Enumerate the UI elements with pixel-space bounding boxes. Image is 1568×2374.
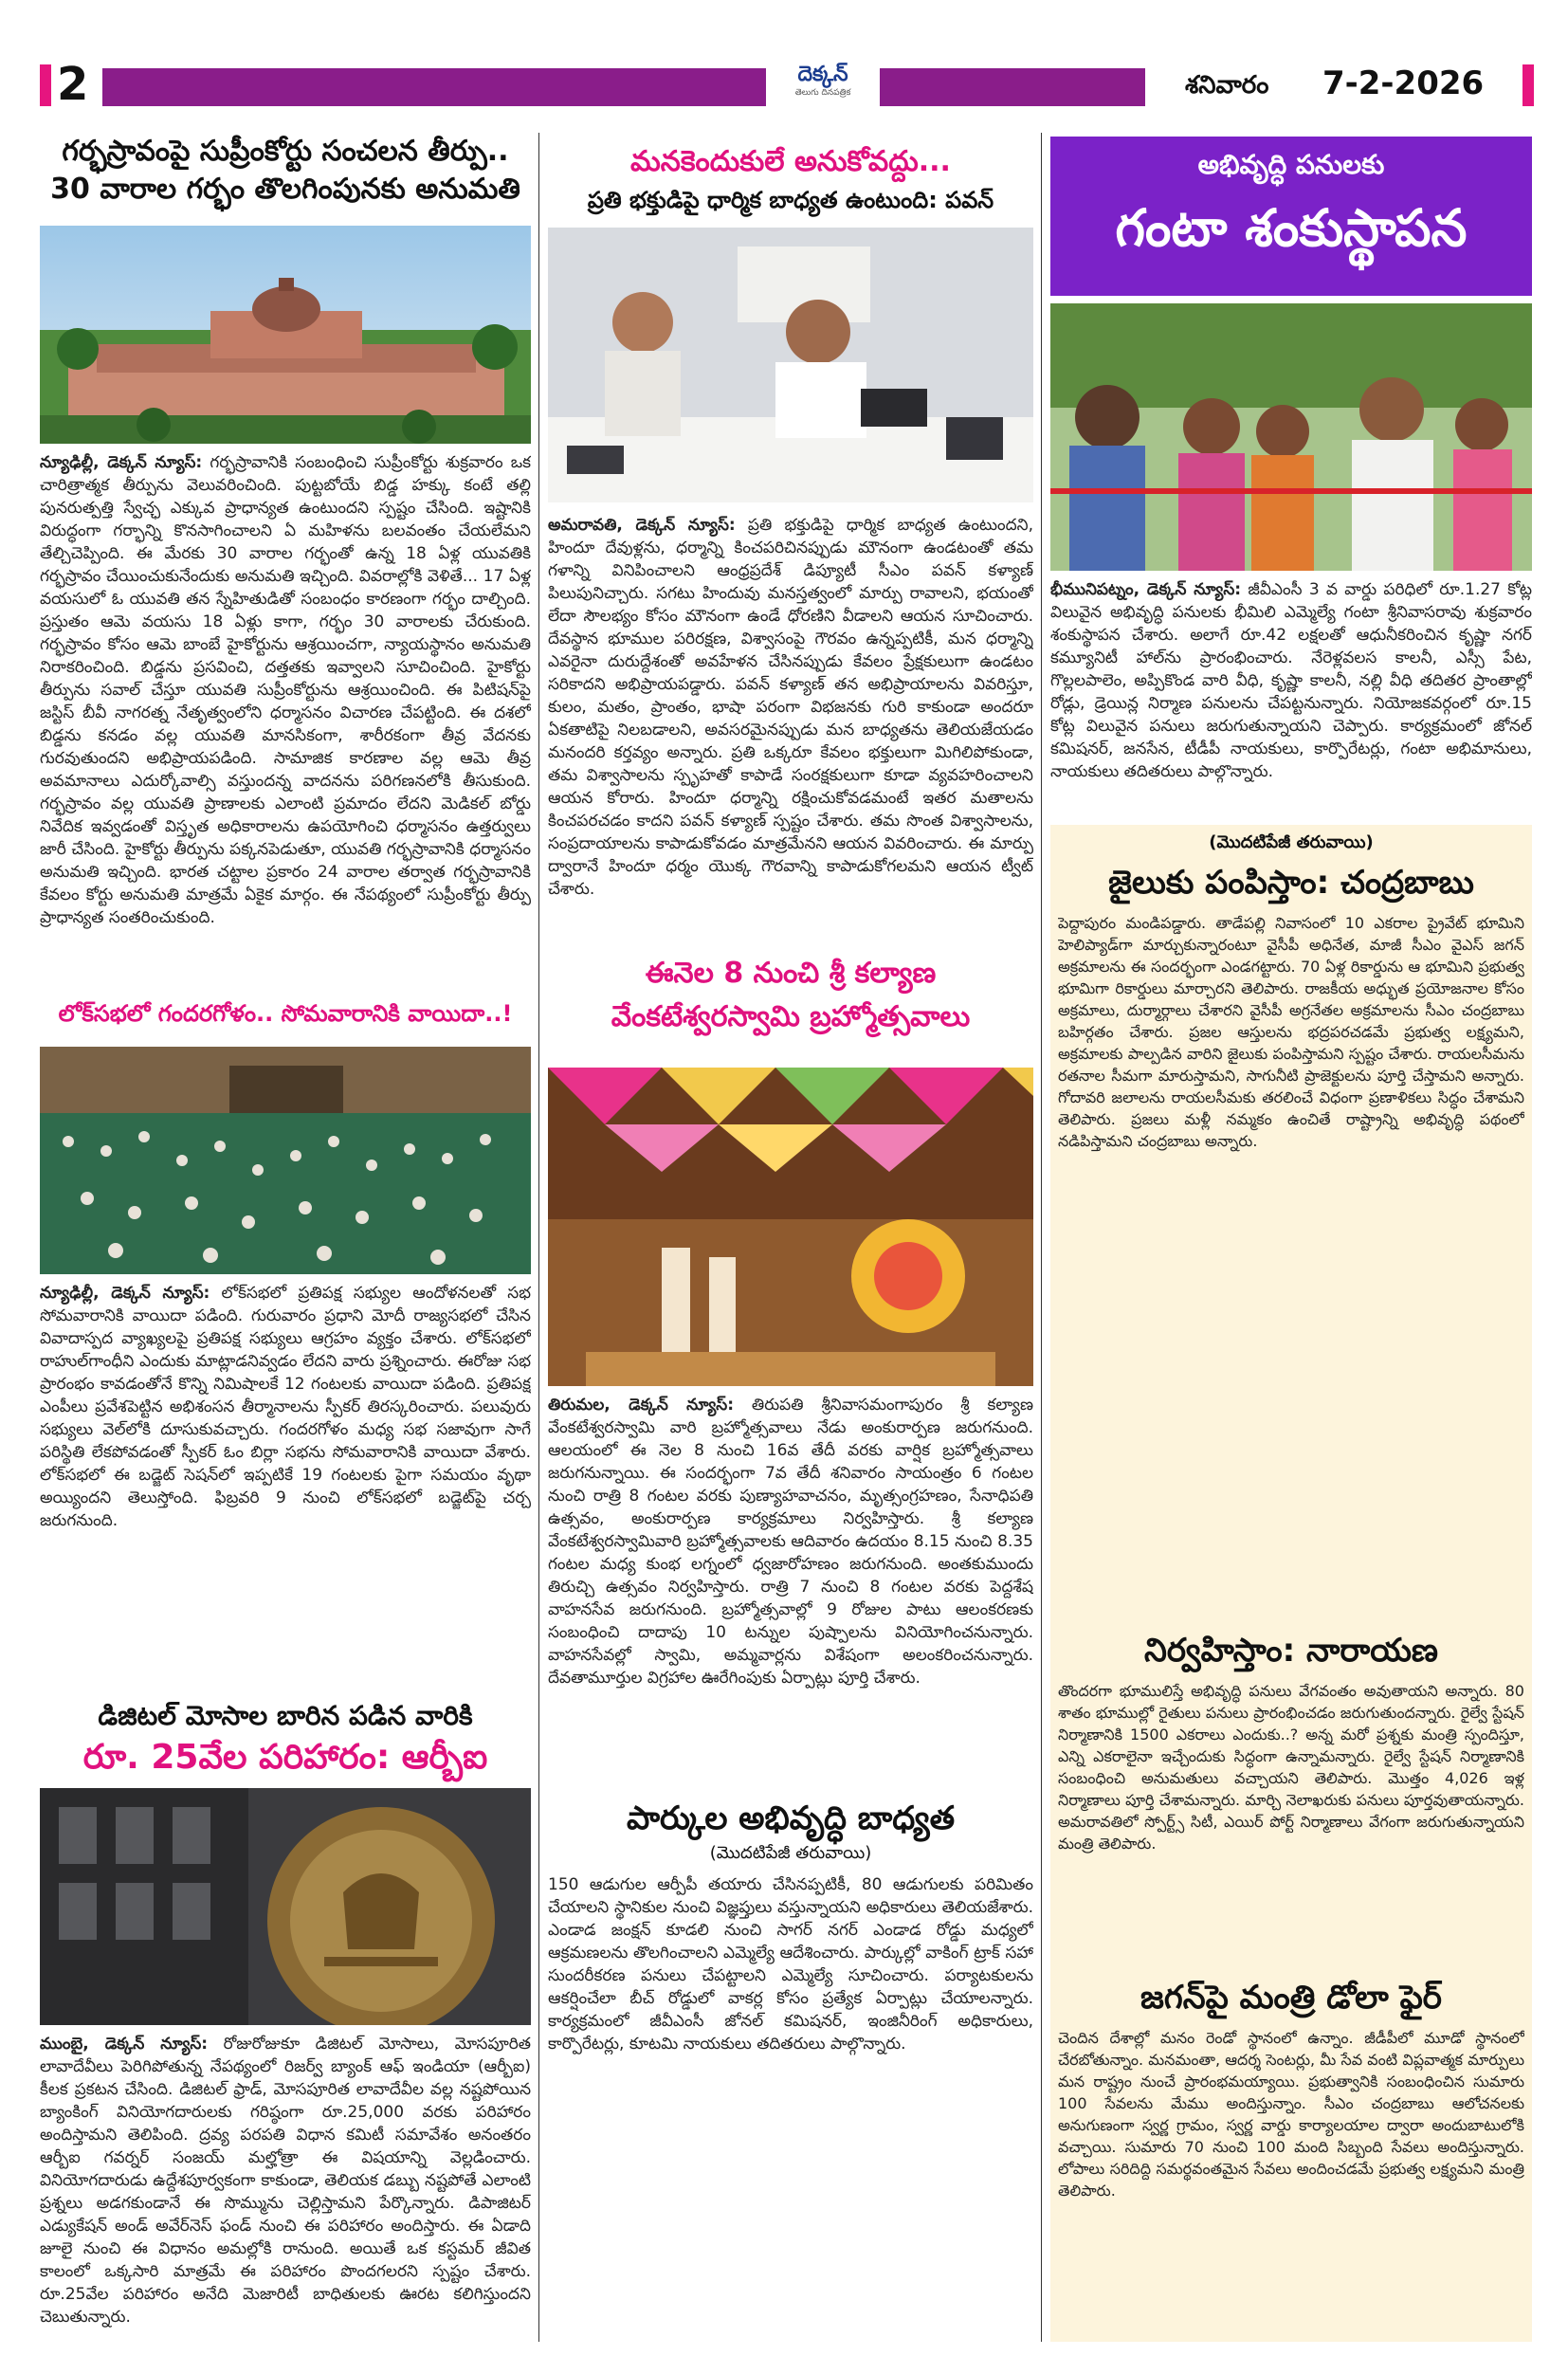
page-number: 2	[57, 58, 89, 111]
article-parks	[548, 1796, 1033, 1866]
tirumala-temple-photo	[548, 1068, 1033, 1386]
masthead-band	[102, 68, 1145, 106]
column-divider	[538, 133, 539, 2342]
headline: ఈనెల 8 నుంచి శ్రీ కల్యాణ	[645, 957, 937, 990]
article-body	[1050, 578, 1532, 821]
headline: డిజిటల్ మోసాల బారిన పడిన వారికి	[98, 1700, 473, 1731]
article-body	[1058, 912, 1524, 1614]
body-text: తొందరగా భూములిస్తే అభివృద్ధి పనులు వేగవంతం అవుతాయని అన్నారు. 80 శాతం భూముల్లో రైతులు పనులు ప్రారంభించడం జరుగుతుందన్నారు. రైల్వే స్టేషన్ నిర్మాణానికి 1500 ఎకరాలు ఎందుకు..? అన్న మరో ప్రశ్నకు మంత్రి స్పందిస్తూ, ఎన్ని ఎకరాలైనా ఇచ్చేందుకు సిద్ధంగా ఉన్నామన్నారు. రైల్వే స్టేషన్ నిర్మాణానికి సంబంధించి అనుమతులు వచ్చాయని తెలిపారు. మొత్తం 4,026 ఇళ్ల నిర్మాణాలు పూర్తి చేశామన్నారు. మార్చి నెలాఖరుకు పనులు పూర్తవుతాయన్నారు. అమరావతిలో స్పోర్ట్స్ సిటీ, ఎయిర్ పోర్ట్ నిర్మాణాలు వేగంగా జరుగుతున్నాయని మంత్రి తెలిపారు.	[1058, 1682, 1524, 1853]
dateline: భీమునిపట్నం, డెక్కన్ న్యూస్:	[1050, 580, 1242, 599]
headline: గర్భస్రావంపై సుప్రీంకోర్టు సంచలన తీర్పు..	[62, 135, 509, 168]
headline: లోక్‌సభలో గందరగోళం.. సోమవారానికి వాయిదా..!	[58, 1000, 513, 1027]
article-rbi	[40, 1697, 531, 1780]
body-text: చెందిన దేశాల్లో మనం రెండో స్థానంలో ఉన్నాం. జీడీపీలో మూడో స్థానంలో చేరబోతున్నాం. మనమంతా, ఆదర్శ సెంటర్లు, మీ సేవ వంటి విప్లవాత్మక మార్పులు మన రాష్ట్రం నుంచే ప్రారంభమయ్యాయి. ప్రభుత్వానికి సంబంధించిన సుమారు 100 సేవలను మేము అందిస్తున్నాం. సీఎం చంద్రబాబు ఆలోచనలకు అనుగుణంగా స్వర్ణ గ్రామం, స్వర్ణ వార్డు కార్యాలయాల ద్వారా అందుబాటులోకి వచ్చాయి. సుమారు 70 నుంచి 100 మంది సిబ్బంది సేవలు అందిస్తున్నారు. లోపాలు సరిదిద్ది సమర్థవంతమైన సేవలు అందించడమే ప్రభుత్వ లక్ష్యమని మంత్రి తెలిపారు.	[1058, 2029, 1524, 2200]
body-text: లోక్‌సభలో ప్రతిపక్ష సభ్యుల ఆందోళనలతో సభ సోమవారానికి వాయిదా పడింది. గురువారం ప్రధాని మోదీ రాజ్యసభలో చేసిన వివాదాస్పద వ్యాఖ్యలపై ప్రతిపక్ష సభ్యులు ఆగ్రహం వ్యక్తం చేశారు. లోక్‌సభలో రాహుల్‌గాంధీని ఎందుకు మాట్లాడనివ్వడం లేదని వారు ప్రశ్నించారు. ఈరోజు సభ ప్రారంభం కావడంతోనే కొన్ని నిమిషాలకే 12 గంటలకు వాయిదా పడింది. ప్రతిపక్ష ఎంపీలు ప్రవేశపెట్టిన అభిశంసన తీర్మానాలను స్పీకర్ తిరస్కరించారు. పలువురు సభ్యులు వెల్‌లోకి దూసుకువచ్చారు. గందరగోళం మధ్య సభ సజావుగా సాగే పరిస్థితి లేకపోవడంతో స్పీకర్ ఓం బిర్లా సభను సోమవారానికి వాయిదా వేశారు. లోక్‌సభలో ఈ బడ్జెట్ సెషన్‌లో ఇప్పటికే 19 గంటలకు పైగా సమయం వృథా అయ్యిందని తెలుస్తోంది. ఫిబ్రవరి 9 నుంచి లోక్‌సభలో బడ్జెట్‌పై చర్చ జరుగనుంది.	[40, 1284, 531, 1530]
supreme-court-photo	[40, 226, 531, 444]
continued-label: (మొదటిపేజీ తరువాయి)	[709, 1843, 872, 1863]
body-text: తిరుపతి శ్రీనివాసమంగాపురం శ్రీ కల్యాణ వేంకటేశ్వరస్వామి వారి బ్రహ్మోత్సవాలు నేడు అంకురార్పణ జరుగనుంది. ఆలయంలో ఈ నెల 8 నుంచి 16వ తేదీ వరకు వార్షిక బ్రహ్మోత్సవాలు జరుగనున్నాయి. ఈ సందర్భంగా 7వ తేదీ శనివారం సాయంత్రం 6 గంటల నుంచి రాత్రి 8 గంటల వరకు పుణ్యాహవాచనం, మృత్సంగ్రహణం, సేనాధిపతి ఉత్సవం, అంకురార్పణ కార్యక్రమాలు నిర్వహిస్తారు. శ్రీ కల్యాణ వేంకటేశ్వరస్వామివారి బ్రహ్మోత్సవాలకు ఆదివారం ఉదయం 8.15 నుంచి 8.35 గంటల మధ్య కుంభ లగ్నంలో ధ్వజారోహణం జరుగనుంది. అంతకుముందు తిరుచ్చి ఉత్సవం నిర్వహిస్తారు. రాత్రి 7 నుంచి 8 గంటల వరకు పెద్దశేష వాహనసేవ జరుగనుంది. బ్రహ్మోత్సవాల్లో 9 రోజుల పాటు ఆలంకరణకు సంబంధించి దాదాపు 10 టన్నుల పుష్పాలను వినియోగించనున్నారు. వాహనసేవల్లో స్వామి, అమ్మవార్లను విశేషంగా అలంకరించనున్నారు. దేవతామూర్తుల విగ్రహాల ఊరేగింపుకు ఏర్పాట్లు పూర్తి చేశారు.	[548, 1396, 1033, 1688]
headline: వేంకటేశ్వరస్వామి బ్రహ్మోత్సవాలు	[611, 1000, 971, 1033]
column-divider	[1041, 133, 1042, 2342]
continued-label: (మొదటిపేజీ తరువాయి)	[1209, 832, 1374, 852]
headline: జైలుకు పంపిస్తాం: చంద్రబాబు	[1108, 864, 1474, 902]
headline: అభివృద్ధి పనులకు	[1197, 149, 1385, 180]
article-narayana	[1050, 1627, 1532, 1674]
headline: పార్కుల అభివృద్ధి బాధ్యత	[626, 1799, 956, 1837]
masthead-right-bar	[1522, 64, 1534, 106]
article-pawan	[548, 142, 1033, 218]
page-number-bar	[40, 64, 51, 106]
body-text: 150 ఆడుగుల ఆర్పీపీ తయారు చేసినప్పటికీ, 80 ఆడుగులకు పరిమితం చేయాలని స్థానికుల నుంచి విజ్ఞప్తులు వస్తున్నాయని అధికారులు తెలియజేశారు. ఎండాడ జంక్షన్ కూడలి నుంచి సాగర్ నగర్ ఎండాడ రోడ్డు మధ్యలో ఆక్రమణలను తొలగించాలని ఎమ్మెల్యే ఆదేశించారు. పార్కుల్లో వాకింగ్ ట్రాక్ సహా సుందరీకరణ పనులు చేపట్టాలని ఎమ్మెల్యే సూచించారు. పర్యాటకులను ఆకర్షించేలా బీచ్ రోడ్డులో వాకర్ల కోసం ప్రత్యేక ఏర్పాట్లు చేయాలన్నారు. కార్యక్రమంలో జీవీఎంసీ జోనల్ కమిషనర్, ఇంజినీరింగ్ అధికారులు, కార్పొరేటర్లు, కూటమి నాయకులు తదితరులు పాల్గొన్నారు.	[548, 1875, 1033, 2054]
article-body	[548, 1394, 1033, 1786]
pawan-meeting-photo	[548, 228, 1033, 502]
brand-tagline: తెలుగు దినపత్రిక	[794, 88, 851, 98]
lok-sabha-photo	[40, 1047, 531, 1274]
masthead-day: శనివారం	[1185, 71, 1269, 100]
article-body	[40, 1282, 531, 1689]
article-body	[40, 2033, 531, 2346]
article-chandrababu	[1050, 859, 1532, 906]
article-body	[548, 514, 1033, 939]
article-body	[1058, 2027, 1524, 2336]
body-text: ప్రతి భక్తుడిపై ధార్మిక బాధ్యత ఉంటుందని, హిందూ దేవుళ్లను, ధర్మాన్ని కించపరిచినప్పుడు మౌనంగా ఉండటంతో తమ గళాన్ని వినిపించాలని ఆంధ్రప్రదేశ్ డిప్యూటీ సీఎం పవన్ కళ్యాణ్ పిలుపునిచ్చారు. సగటు హిందువు మనస్తత్వంలో మార్పు రావాలని, భయంతో లేదా సౌలభ్యం కోసం మౌనంగా ఉండే ధోరణిని వీడాలని ఆయన సూచించారు. దేవస్థాన భూముల పరిరక్షణ, విశ్వాసంపై గౌరవం ఉన్నప్పటికీ, మన ధర్మాన్ని ఎవరైనా దురుద్దేశంతో అవహేళన చేసినప్పుడు కేవలం ప్రేక్షకులుగా ఉండటం సరికాదని అభిప్రాయపడ్డారు. పవన్ కళ్యాణ్ తన అభిప్రాయాలను వివరిస్తూ, కులం, మతం, ప్రాంతం, భాషా పరంగా విభజనకు గురి కాకుండా అందరూ ఏకతాటిపై నిలబడాలని, అవసరమైనప్పుడు మన బాధ్యతను తెలియజేయడం మనందరి కర్తవ్యం అన్నారు. ప్రతి ఒక్కరూ కేవలం భక్తులుగా మిగిలిపోకుండా, తమ విశ్వాసాలను స్పృహతో కాపాడే సంరక్షకులుగా కూడా వ్యవహరించాలని ఆయన కోరారు. హిందూ ధర్మాన్ని రక్షించుకోవడమంటే ఇతర మతాలను కించపరచడం కాదని పవన్ కళ్యాణ్ స్పష్టం చేశారు. తమ సొంత విశ్వాసాలను, సంప్రదాయాలను కాపాడుకోవడం మాత్రమేనని ఆయన వివరించారు. ఈ మార్పు ద్వారానే హిందూ ధర్మం యొక్క గౌరవాన్ని కాపాడుకోగలమని ఆయన ట్వీట్ చేశారు.	[548, 516, 1033, 899]
article-tirumala	[548, 952, 1033, 1039]
body-text: పెద్దాపురం మండిపడ్డారు. తాడేపల్లి నివాసంలో 10 ఎకరాల ప్రైవేట్ భూమిని హెలిప్యాడ్‌గా మార్చుకున్నారంటూ వైసీపీ అధినేత, మాజీ సీఎం వైఎస్ జగన్ అక్రమాలను ఈ సందర్భంగా ఎండగట్టారు. 70 ఏళ్ల రికార్డును ఆ భూమిని ప్రభుత్వ భూమిగా రికార్డులు మార్చారని తెలిపారు. రాజకీయ అధ్భుత ప్రయోజనాల కోసం అక్రమాలు, దుర్మార్గాలు చేశారని వైసీపీ అగ్రనేతల అక్రమాలను సీఎం చంద్రబాబు బహిర్గతం చేశారు. ప్రజల ఆస్తులను భద్రపరచడమే ప్రభుత్వ లక్ష్యమని, అక్రమాలకు పాల్పడిన వారిని జైలుకు పంపిస్తామని స్పష్టం చేశారు. రాయలసీమను రతనాల సీమగా మారుస్తామని, సాగునీటి ప్రాజెక్టులను పూర్తి చేస్తామని అన్నారు. గోదావరి జలాలను రాయలసీమకు తరలించే విధంగా ప్రణాళికలు సిద్ధం చేశామని తెలిపారు. ప్రజలు మళ్లీ నమ్మకం ఉంచితే రాష్ట్రాన్ని అభివృద్ధి పథంలో నడిపిస్తామని చంద్రబాబు అన్నారు.	[1058, 914, 1524, 1150]
article-body	[1058, 1680, 1524, 1964]
headline: ప్రతి భక్తుడిపై ధార్మిక బాధ్యత ఉంటుంది: పవన్	[587, 187, 994, 213]
headline: రూ. 25వేల పరిహారం: ఆర్బీఐ	[82, 1738, 488, 1777]
article-supreme-court	[40, 133, 531, 209]
article-body	[40, 451, 531, 971]
body-text: జీవీఎంసీ 3 వ వార్డు పరిధిలో రూ.1.27 కోట్ల విలువైన అభివృద్ధి పనులకు భీమిలి ఎమ్మెల్యే గంటా శ్రీనివాసరావు శుక్రవారం శంకుస్థాపన చేశారు. అలాగే రూ.42 లక్షలతో ఆధునీకరించిన కృష్ణా నగర్ కమ్యూనిటీ హాల్‌ను ప్రారంభించారు. నేరెళ్లవలస కాలనీ, ఎస్సీ పేట, గొల్లలపాలెం, అప్పికొండ వారి వీధి, కృష్ణా కాలనీ, నల్లి వీధి తదితర ప్రాంతాల్లో రోడ్లు, డ్రెయిన్ల నిర్మాణ పనులను చేపట్టనున్నారు. నియోజకవర్గంలో రూ.15 కోట్ల విలువైన పనులు జరుగుతున్నాయని చెప్పారు. కార్యక్రమంలో జోనల్ కమిషనర్, జనసేన, టీడీపీ నాయకులు, కార్పొరేటర్లు, గంటా అభిమానులు, నాయకులు తదితరులు పాల్గొన్నారు.	[1050, 580, 1532, 781]
article-dola	[1050, 1974, 1532, 2021]
dateline: న్యూఢిల్లీ, డెక్కన్ న్యూస్:	[40, 1284, 210, 1303]
rbi-photo	[40, 1788, 531, 2025]
headline: మనకెందుకులే అనుకోవద్దు...	[630, 145, 951, 178]
headline: నిర్వహిస్తాం: నారాయణ	[1143, 1632, 1438, 1670]
dateline: తిరుమల, డెక్కన్ న్యూస్:	[548, 1396, 734, 1415]
dateline: ముంబై, డెక్కన్ న్యూస్:	[40, 2035, 209, 2054]
masthead-logo-box	[766, 63, 880, 108]
dateline: న్యూఢిల్లీ, డెక్కన్ న్యూస్:	[40, 453, 203, 472]
masthead-date: 7-2-2026	[1322, 64, 1485, 102]
body-text: గర్భస్రావానికి సంబంధించి సుప్రీంకోర్టు శుక్రవారం ఒక చారిత్రాత్మక తీర్పును వెలువరించింది. పుట్టబోయే బిడ్డ హక్కు కంటే తల్లి పునరుత్పత్తి స్వేచ్ఛ ఎక్కువ ప్రాధాన్యత ఉంటుందని స్పష్టం చేసింది. ఇష్టానికి విరుద్ధంగా గర్భాన్ని కొనసాగించాలని ఏ మహిళను బలవంతం చేయలేమని తేల్చిచెప్పింది. ఈ మేరకు 30 వారాల గర్భంతో ఉన్న 18 ఏళ్ల యువతికి గర్భస్రావం చేయించుకునేందుకు అనుమతి ఇచ్చింది. వివరాల్లోకి వెళితే... 17 ఏళ్ల వయసులో ఓ యువతి తన స్నేహితుడితో సంబంధం కారణంగా గర్భం దాల్చింది. ప్రస్తుతం ఆమె వయసు 18 ఏళ్లు కాగా, గర్భం 30 వారాలకు చేరుకుంది. గర్భస్రావం కోసం ఆమె బాంబే హైకోర్టును ఆశ్రయించగా, న్యాయస్థానం అనుమతి నిరాకరించింది. బిడ్డను ప్రసవించి, దత్తతకు ఇవ్వాలని సూచించింది. హైకోర్టు తీర్పును సవాల్ చేస్తూ యువతి సుప్రీంకోర్టును ఆశ్రయించింది. ఈ పిటిషన్‌పై జస్టిస్ బీవీ నాగరత్న నేతృత్వంలోని ధర్మాసనం విచారణ చేపట్టింది. ఈ దశలో బిడ్డను కనడం వల్ల యువతి మానసికంగా, శారీరకంగా తీవ్ర వేదనకు గురవుతుందని అభిప్రాయపడింది. సామాజిక కారణాల వల్ల ఆమె తీవ్ర అవమానాలు ఎదుర్కోవాల్సి వస్తుందన్న వాదనను పరిగణనలోకి తీసుకుంది. గర్భస్రావం వల్ల యువతి ప్రాణాలకు ఎలాంటి ప్రమాదం లేదని మెడికల్ బోర్డు నివేదిక ఇవ్వడంతో విస్తృత అధికారాలను ఉపయోగించి ధర్మాసనం ఉత్తర్వులు జారీ చేసింది. హైకోర్టు తీర్పును పక్కనపెడుతూ, యువతి గర్భస్రావానికి ధర్మాసనం అనుమతి ఇచ్చింది. భారత చట్టాల ప్రకారం 24 వారాల తర్వాత గర్భస్రావానికి కేవలం కోర్టు అనుమతి మాత్రమే ఏకైక మార్గం. ఈ నేపథ్యంలో సుప్రీంకోర్టు తీర్పు ప్రాధాన్యత సంతరించుకుంది.	[40, 453, 531, 927]
body-text: రోజురోజుకూ డిజిటల్ మోసాలు, మోసపూరిత లావాదేవీలు పెరిగిపోతున్న నేపథ్యంలో రిజర్వ్ బ్యాంక్ ఆఫ్ ఇండియా (ఆర్బీఐ) కీలక ప్రకటన చేసింది. డిజిటల్ ఫ్రాడ్, మోసపూరిత లావాదేవీల వల్ల నష్టపోయిన బ్యాంకింగ్ వినియోగదారులకు గరిష్ఠంగా రూ.25,000 వరకు పరిహారం అందిస్తామని తెలిపింది. ద్రవ్య పరపతి విధాన కమిటీ సమావేశం అనంతరం ఆర్బీఐ గవర్నర్ సంజయ్ మల్హోత్రా ఈ విషయాన్ని వెల్లడించారు. వినియోగదారుడు ఉద్దేశపూర్వకంగా కాకుండా, తెలియక డబ్బు నష్టపోతే ఎలాంటి ప్రశ్నలు అడగకుండానే ఈ సొమ్మును చెల్లిస్తామని పేర్కొన్నారు. డిపాజిటర్ ఎడ్యుకేషన్ అండ్ అవేర్‌నెస్ ఫండ్ నుంచి ఈ పరిహారం అందిస్తారు. ఈ ఏడాది జూలై నుంచి ఈ విధానం అమల్లోకి రానుంది. అయితే ఒక కస్టమర్ జీవిత కాలంలో ఒక్కసారి మాత్రమే ఈ పరిహారం పొందగలరని స్పష్టం చేశారు. రూ.25వేల పరిహారం అనేది మెజారిటీ బాధితులకు ఊరట కలిగిస్తుందని చెబుతున్నారు.	[40, 2035, 531, 2327]
ganta-ribbon-photo	[1050, 303, 1532, 571]
brand-logo: దెక్కన్	[797, 63, 848, 86]
ganta-banner	[1050, 137, 1532, 296]
article-body	[548, 1873, 1033, 2347]
headline: గంటా శంకుస్థాపన	[1115, 198, 1468, 258]
article-lok-sabha	[40, 997, 531, 1030]
headline: 30 వారాల గర్భం తొలగింపునకు అనుమతి	[50, 173, 520, 206]
masthead	[0, 0, 1568, 123]
headline: జగన్‌పై మంత్రి డోలా ఫైర్	[1140, 1979, 1442, 2017]
dateline: అమరావతి, డెక్కన్ న్యూస్:	[548, 516, 736, 535]
